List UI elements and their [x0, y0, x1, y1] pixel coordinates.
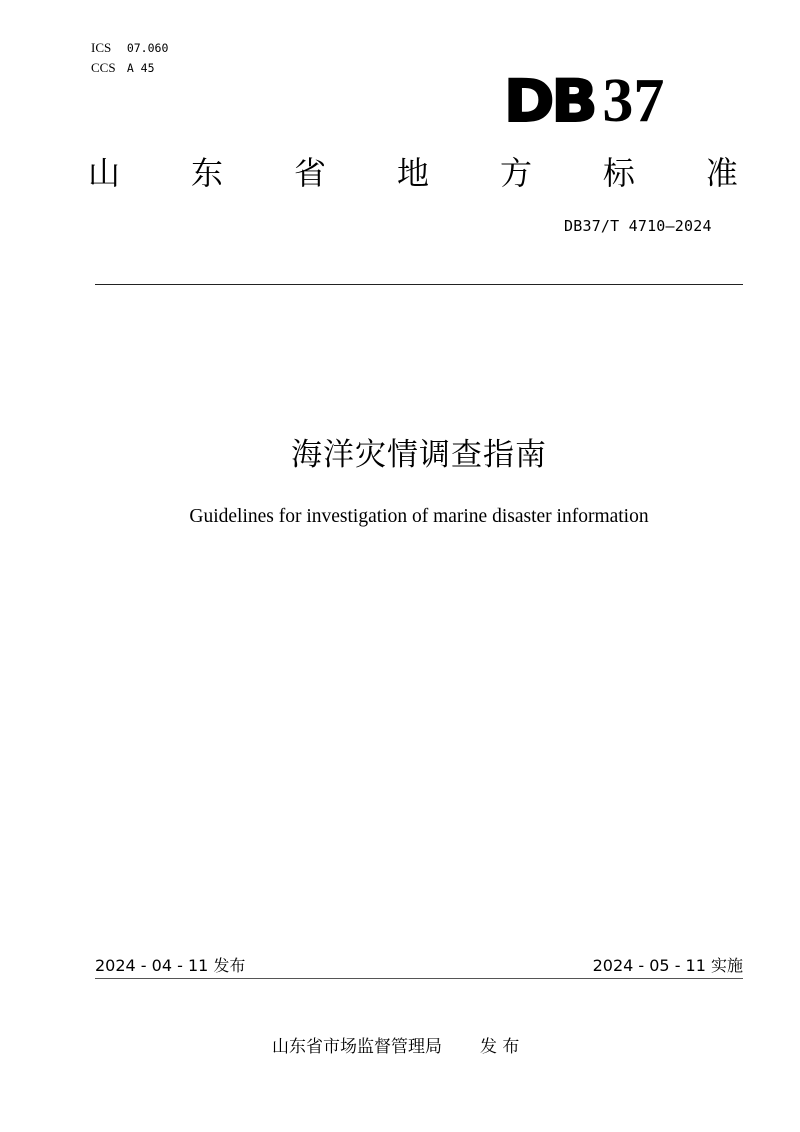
- standard-type-char: 准: [705, 154, 738, 192]
- standard-type-char: 山: [88, 154, 121, 192]
- ics-value: 07.060: [126, 41, 169, 55]
- ccs-label: CCS: [91, 60, 116, 75]
- standard-type-char: 省: [293, 154, 326, 192]
- standard-type-char: 方: [499, 154, 532, 192]
- footer-divider: [95, 978, 743, 979]
- db-logo-mark: [503, 66, 665, 135]
- issuer-action: 发 布: [480, 1037, 520, 1057]
- ccs-line: [91, 58, 168, 78]
- db-logo-number: 37: [602, 67, 665, 135]
- issuing-authority: [272, 1035, 519, 1059]
- standard-type-char: 地: [396, 154, 429, 192]
- standard-type-heading: [88, 153, 738, 193]
- classification-codes: [91, 38, 168, 78]
- ics-label: ICS: [91, 40, 112, 55]
- implementation-date: 2024 - 05 - 11 实施: [592, 956, 743, 975]
- standard-type-char: 标: [602, 154, 635, 192]
- header-divider: [95, 284, 743, 285]
- document-title-english: Guidelines for investigation of marine disaster information: [189, 506, 649, 527]
- issuer-name: 山东省市场监督管理局: [272, 1037, 442, 1057]
- standard-number: DB37/T 4710—2024: [564, 217, 712, 235]
- ccs-value: A 45: [126, 61, 155, 75]
- issue-date: 2024 - 04 - 11 发布: [95, 956, 246, 975]
- db-logo-prefix: DB: [503, 67, 595, 135]
- document-title-chinese: 海洋灾情调查指南: [291, 437, 547, 473]
- ics-line: [91, 38, 168, 58]
- standard-type-char: 东: [190, 154, 223, 192]
